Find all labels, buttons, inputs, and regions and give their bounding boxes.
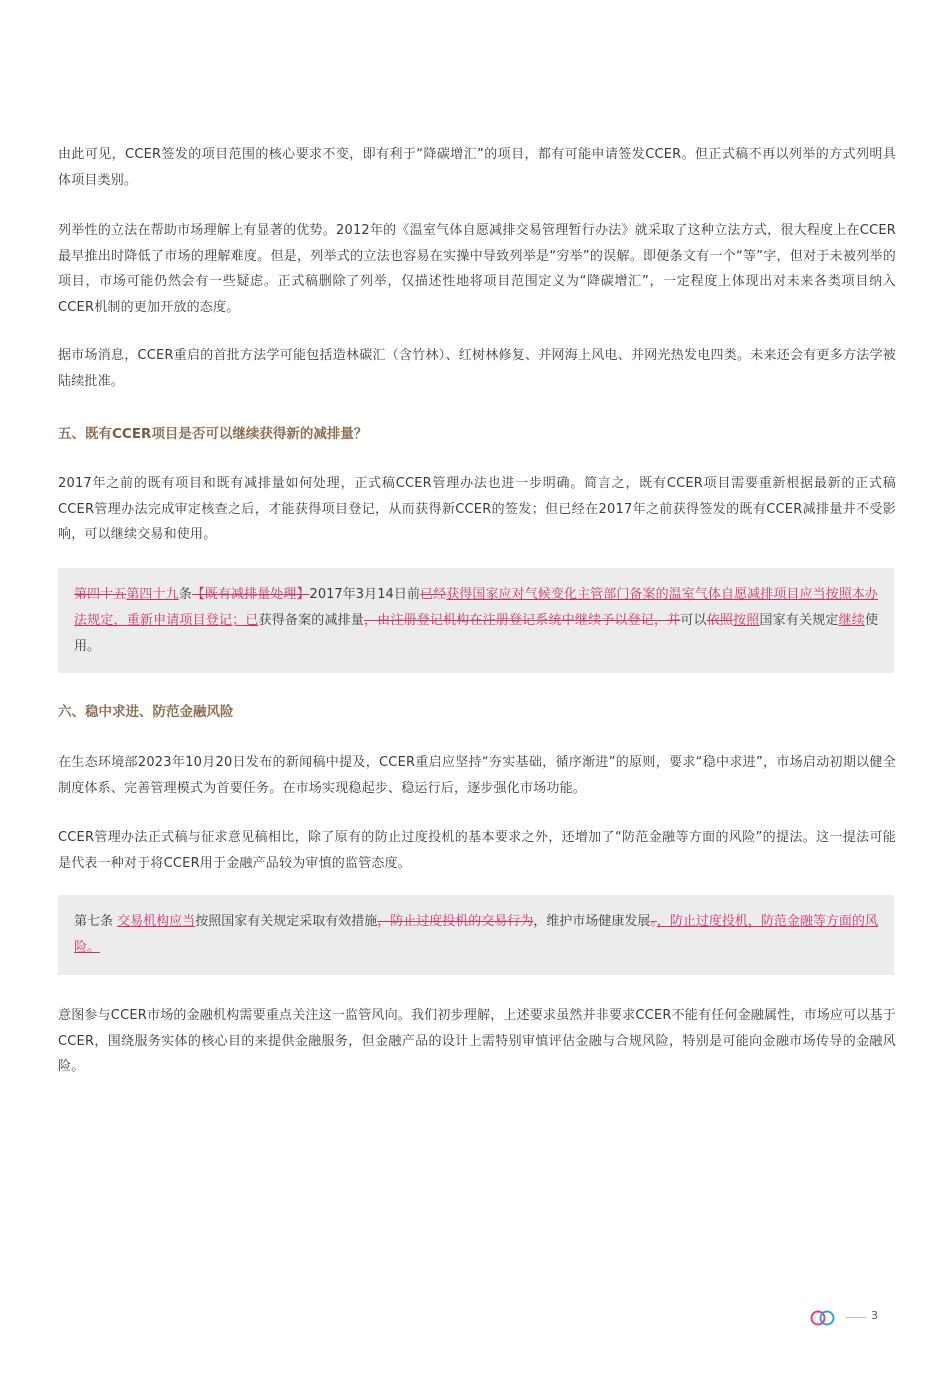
deleted-text: ，由注册登记机构在注册登记系统中继续予以登记，并 — [364, 613, 681, 628]
section-heading-5 — [58, 422, 896, 446]
paragraph-4: 2017年之前的既有项目和既有减排量如何处理，正式稿CCER管理办法也进一步明确。简言之，既有CCER项目需要重新根据最新的正式稿CCER管理办法完成审定核查之后，才能获得项目登记，从而获得新CCER的签发；但已经在2017年之前获得签发的既有CCER减排量并不受影响，可以继续交易和使用。 — [58, 476, 896, 542]
deleted-text: 【既有减排量处理】 — [191, 587, 310, 602]
inserted-text: ，防止过度投机，防范金融等方面的风险。 — [74, 914, 878, 955]
text: 获得备案的减排量 — [258, 613, 364, 628]
deleted-text: ，防止过度投机的交易行为 — [377, 914, 534, 929]
article-redline-box-1 — [58, 568, 894, 673]
inserted-text: 继续 — [838, 613, 865, 628]
heading-5-bold: CCER — [112, 426, 152, 442]
text: 可以 — [680, 613, 707, 628]
text: 条 — [178, 587, 192, 602]
paragraph-5: 在生态环境部2023年10月20日发布的新闻稿中提及，CCER重启应坚持“夯实基础，循序渐进”的原则，要求“稳中求进”，市场启动初期以健全制度体系、完善管理模式为首要任务。在市场实现稳起步、稳运行后，逐步强化市场功能。 — [58, 755, 896, 796]
text: ，维护市场健康发展 — [533, 914, 651, 929]
page-number: 3 — [871, 1309, 878, 1322]
text: 国家有关规定 — [759, 613, 839, 628]
text: 使用。 — [74, 613, 878, 654]
deleted-text: 依照 — [706, 613, 734, 628]
heading-5-prefix: 五、既有 — [58, 426, 112, 442]
inserted-text: 按照 — [733, 613, 760, 628]
text: 按照国家有关规定采取有效措施 — [195, 914, 378, 929]
heading-5-suffix: 项目是否可以继续获得新的减排量？ — [151, 426, 368, 442]
paragraph-7: 意图参与CCER市场的金融机构需要重点关注这一监管风向。我们初步理解，上述要求虽然并非要求CCER不能有任何金融属性，市场应可以基于CCER，围绕服务实体的核心目的来提供金融服务，但金融产品的设计上需特别审慎评估金融与合规风险，特别是可能向金融市场传导的金融风险。 — [58, 1008, 897, 1074]
text: 2017年3月14日前 — [309, 587, 421, 602]
inserted-text: 第四十九 — [126, 587, 179, 602]
page-footer — [808, 1308, 898, 1328]
paragraph-6: CCER管理办法正式稿与征求意见稿相比，除了原有的防止过度投机的基本要求之外，还增加了“防范金融等方面的风险”的提法。这一提法可能是代表一种对于将CCER用于金融产品较为审慎的监管态度。 — [58, 830, 896, 871]
paragraph-3: 据市场消息，CCER重启的首批方法学可能包括造林碳汇（含竹林）、红树林修复、并网海上风电、并网光热发电四类。未来还会有更多方法学被陆续批准。 — [58, 348, 896, 389]
text: 第七条 — [74, 914, 118, 929]
deleted-text: 第四十五 — [74, 587, 127, 602]
paragraph-2: 列举性的立法在帮助市场理解上有显著的优势。2012年的《温室气体自愿减排交易管理暂行办法》就采取了这种立法方式，很大程度上在CCER最早推出时降低了市场的理解难度。但是，列举式的立法也容易在实操中导致列举是“穷举”的误解。即便条文有一个“等”字，但对于未被列举的项目，市场可能仍然会有一些疑虑。正式稿删除了列举，仅描述性地将项目范围定义为“降碳增汇”，一定程度上体现出对未来各类项目纳入CCER机制的更加开放的态度。 — [58, 223, 896, 315]
paragraph-1: 由此可见，CCER签发的项目范围的核心要求不变，即有利于“降碳增汇”的项目，都有可能申请签发CCER。但正式稿不再以列举的方式列明具体项目类别。 — [58, 147, 896, 188]
logo-icon — [808, 1308, 840, 1328]
footer-divider — [846, 1317, 866, 1318]
deleted-text: 已经 — [420, 587, 447, 602]
inserted-text: 交易机构应当 — [117, 914, 196, 929]
section-heading-6: 六、稳中求进、防范金融风险 — [58, 704, 234, 720]
article-redline-box-2 — [58, 895, 894, 975]
deleted-text: 。 — [650, 914, 657, 929]
inserted-text: 获得国家应对气候变化主管部门备案的温室气体自愿减排项目应当按照本办法规定，重新申请项目登记；已 — [74, 587, 878, 628]
